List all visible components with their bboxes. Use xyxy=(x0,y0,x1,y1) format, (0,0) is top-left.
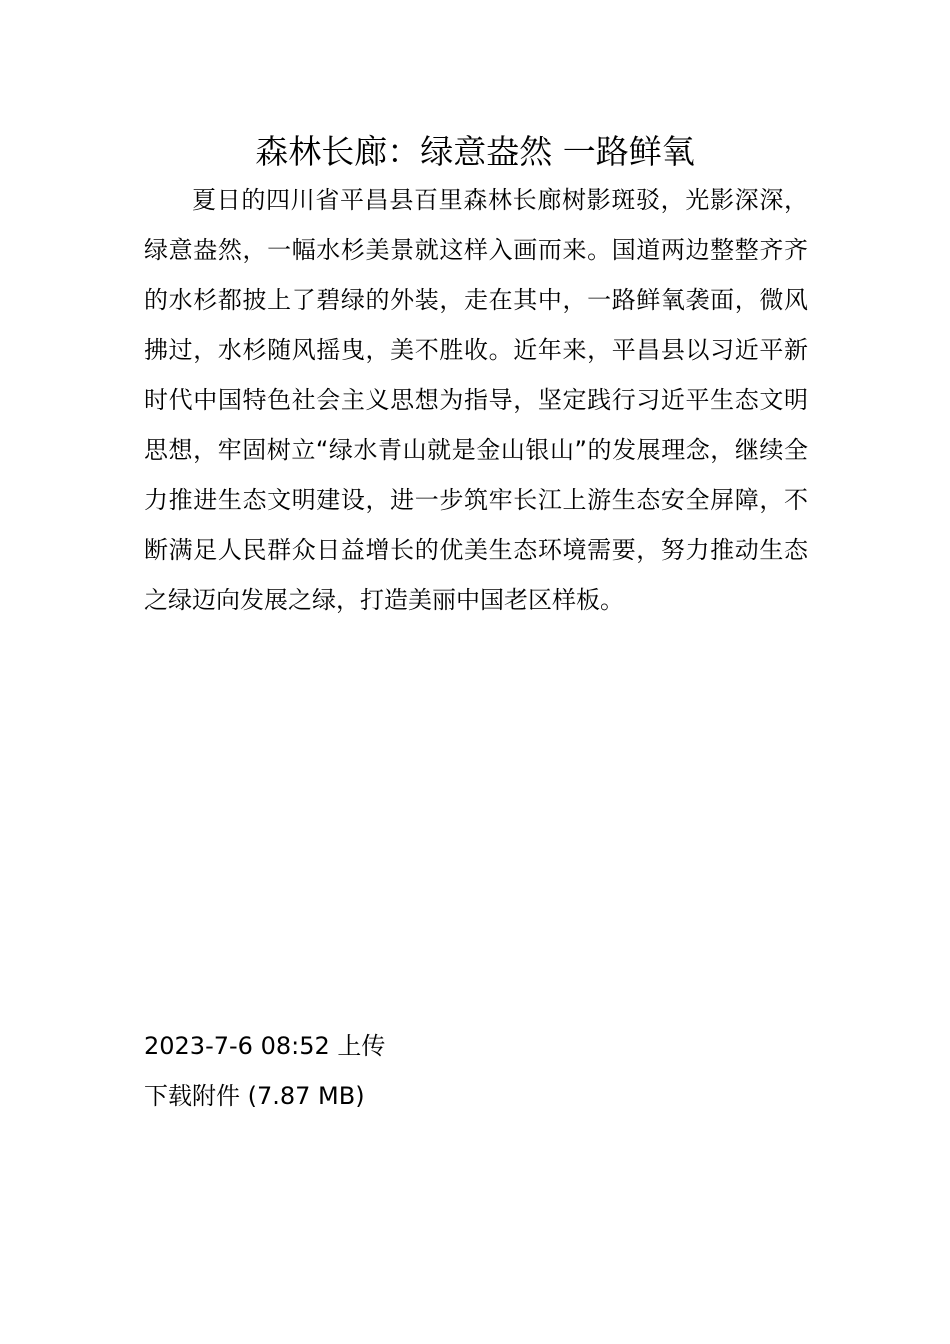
upload-timestamp: 2023-7-6 08:52 上传 xyxy=(144,1032,386,1060)
article-title: 森林长廊：绿意盎然 一路鲜氧 xyxy=(255,132,695,171)
download-attachment-link[interactable]: 下载附件 (7.87 MB) xyxy=(144,1082,365,1110)
article-body: 夏日的四川省平昌县百里森林长廊树影斑驳，光影深深，绿意盎然，一幅水杉美景就这样入画而来。国道两边整整齐齐的水杉都披上了碧绿的外装，走在其中，一路鲜氧袭面，微风拂过，水杉随风摇曳，美不胜收。近年来，平昌县以习近平新时代中国特色社会主义思想为指导，坚定践行习近平生态文明思想，牢固树立“绿水青山就是金山银山”的发展理念，继续全力推进生态文明建设，进一步筑牢长江上游生态安全屏障，不断满足人民群众日益增长的优美生态环境需要，努力推动生态之绿迈向发展之绿，打造美丽中国老区样板。 xyxy=(144,186,808,614)
